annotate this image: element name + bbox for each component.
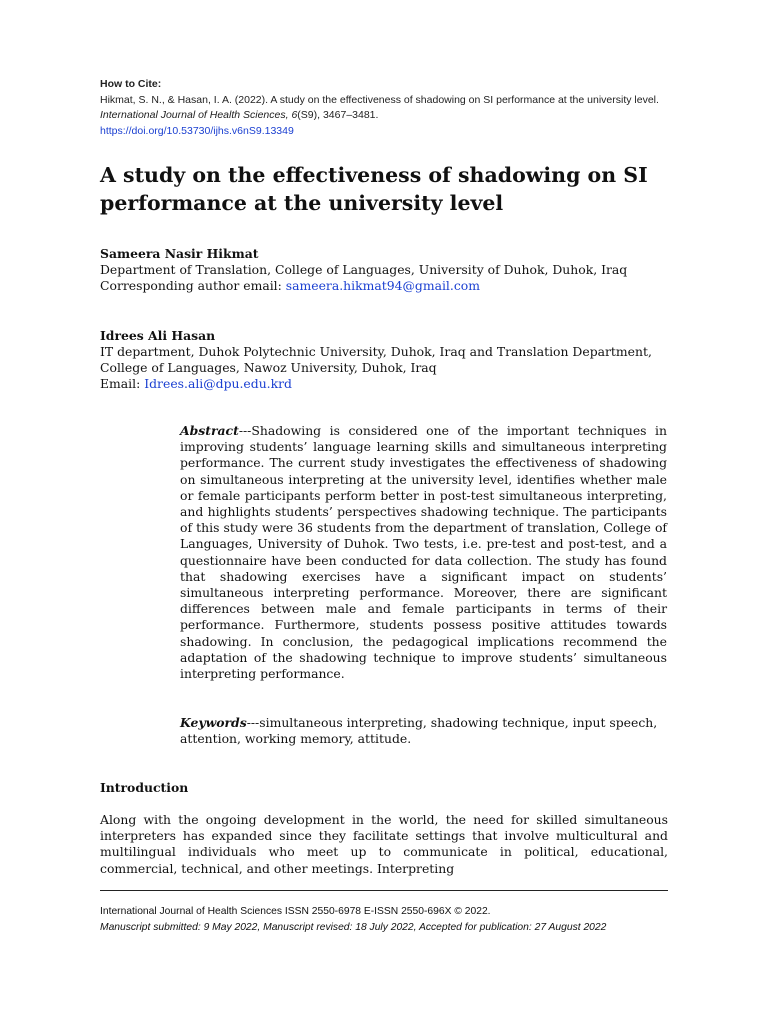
introduction-paragraph: Along with the ongoing development in the world, the need for skilled simultaneous interpreters has expanded since they facilitate settings that involve multicultural and multilingual individuals who meet up to communicate in political, educational, commercial, technical, and other meetings. Interpreting xyxy=(100,812,668,876)
doi-link[interactable]: https://doi.org/10.53730/ijhs.v6nS9.13349 xyxy=(100,124,294,137)
author-name: Idrees Ali Hasan xyxy=(100,328,216,343)
author-block-1 xyxy=(100,246,670,294)
section-heading-introduction: Introduction xyxy=(100,780,189,795)
author-email-label: Corresponding author email: xyxy=(100,278,286,293)
citation-block xyxy=(100,77,670,139)
paper-title: A study on the effectiveness of shadowing on SI performance at the university level xyxy=(100,163,648,215)
abstract-label: Abstract xyxy=(180,423,239,438)
abstract-paragraph xyxy=(180,423,667,682)
author-name: Sameera Nasir Hikmat xyxy=(100,246,259,261)
citation-reference: Hikmat, S. N., & Hasan, I. A. (2022). A study on the effectiveness of shadowing on SI performance at the university level. xyxy=(100,93,659,106)
keywords-text: ---simultaneous interpreting, shadowing technique, input speech, attention, working memory, attitude. xyxy=(180,715,658,747)
footer-divider xyxy=(100,890,668,891)
citation-issue-pages: (S9), 3467–3481. xyxy=(297,109,379,121)
citation-journal: International Journal of Health Sciences, 6 xyxy=(100,109,298,121)
citation-header: How to Cite: xyxy=(100,78,162,90)
author-email-link[interactable]: Idrees.ali@dpu.edu.krd xyxy=(144,376,292,391)
keywords-label: Keywords xyxy=(180,715,247,730)
author-email-link[interactable]: sameera.hikmat94@gmail.com xyxy=(285,278,480,293)
author-email-line xyxy=(100,376,670,392)
author-block-2 xyxy=(100,328,670,392)
author-affiliation: Department of Translation, College of Languages, University of Duhok, Duhok, Iraq xyxy=(100,262,628,277)
author-affiliation: IT department, Duhok Polytechnic University, Duhok, Iraq and Translation Department, College of Languages, Nawoz University, Duhok, Iraq xyxy=(100,344,652,375)
citation-text xyxy=(100,93,670,124)
footer-dates-line: Manuscript submitted: 9 May 2022, Manuscript revised: 18 July 2022, Accepted for publication: 27 August 2022 xyxy=(100,921,607,933)
author-email-line xyxy=(100,278,670,294)
author-email-label: Email: xyxy=(100,376,145,391)
keywords-paragraph xyxy=(180,715,667,747)
page-footer xyxy=(100,904,670,935)
footer-journal-line: International Journal of Health Sciences ISSN 2550-6978 E-ISSN 2550-696X © 2022. xyxy=(100,906,491,917)
abstract-text: ---Shadowing is considered one of the important techniques in improving students’ language learning skills and simultaneous interpreting performance. The current study investigates the effectiveness of shadowing on simultaneous interpreting at the university level, identifies whether male or female participants perform better in post-test simultaneous interpreting, and highlights students’ perspectives shadowing technique. The participants of this study were 36 students from the department of translation, College of Languages, University of Duhok. Two tests, i.e. pre-test and post-test, and a questionnaire have been conducted for data collection. The study has found that shadowing exercises have a significant impact on students’ simultaneous interpreting performance. Moreover, there are significant differences between male and female participants in terms of their performance. Furthermore, students possess positive attitudes towards shadowing. In conclusion, the pedagogical implications recommend the adaptation of the shadowing technique to improve students’ simultaneous interpreting performance. xyxy=(180,423,667,682)
